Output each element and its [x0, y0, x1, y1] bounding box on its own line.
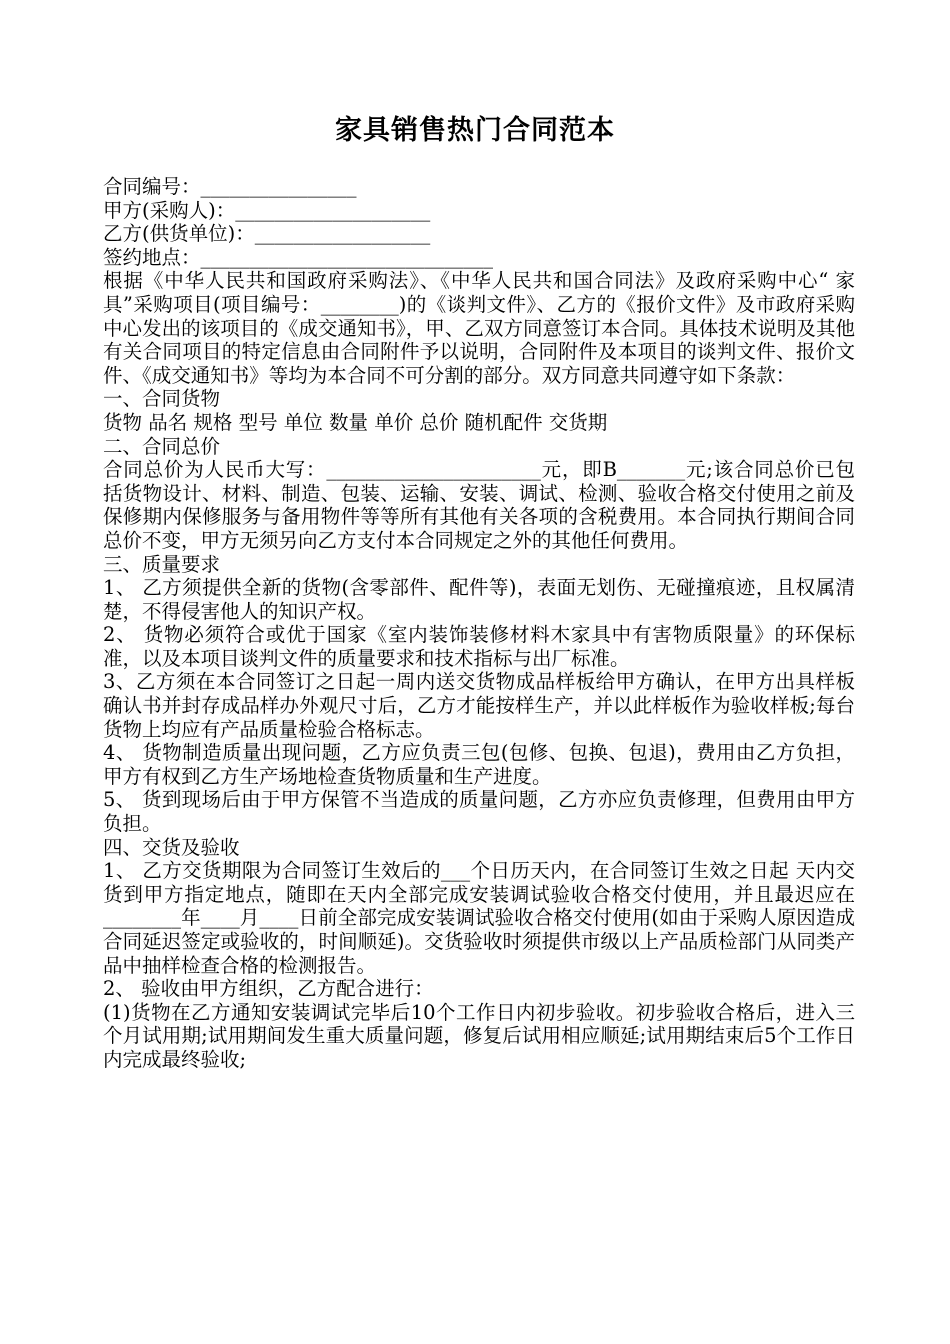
delivery-item: 1、 乙方交货期限为合同签订生效后的___个日历天内，在合同签订生效之日起 天内交货到甲方指定地点，随即在天内全部完成安装调试验收合格交付使用，并且最迟应在________年____月____日前全部完成安装调试验收合格交付使用(如由于采购人原因造成合同延迟签定或验收的，时间顺延)。交货验收时须提供市级以上产品质检部门从同类产品中抽样检查合格的检测报告。: [103, 859, 855, 977]
quality-item: 2、 货物必须符合或优于国家《室内装饰装修材料木家具中有害物质限量》的环保标准，以及本项目谈判文件的质量要求和技术指标与出厂标准。: [103, 623, 855, 670]
intro-paragraph: 根据《中华人民共和国政府采购法》、《中华人民共和国合同法》及政府采购中心“ 家具”采购项目(项目编号：________)的《谈判文件》、乙方的《报价文件》及市政府采购中心发出的该项目的《成交通知书》，甲、乙双方同意签订本合同。具体技术说明及其他有关合同项目的特定信息由合同附件予以说明，合同附件及本项目的谈判文件、报价文件、《成交通知书》等均为本合同不可分割的部分。双方同意共同遵守如下条款：: [103, 269, 855, 387]
section-heading-goods: 一、合同货物: [103, 387, 221, 411]
quality-item: 5、 货到现场后由于甲方保管不当造成的质量问题，乙方亦应负责修理，但费用由甲方负担。: [103, 788, 855, 836]
document-title: 家具销售热门合同范本: [335, 115, 615, 146]
delivery-item: 2、 验收由甲方组织，乙方配合进行：: [103, 977, 434, 1001]
quality-item: 1、 乙方须提供全新的货物(含零部件、配件等)，表面无划伤、无碰撞痕迹，且权属清楚，不得侵害他人的知识产权。: [103, 576, 855, 623]
delivery-item: (1)货物在乙方通知安装调试完毕后10个工作日内初步验收。初步验收合格后，进入三个月试用期;试用期间发生重大质量问题，修复后试用相应顺延;试用期结束后5个工作日内完成最终验收;: [103, 1000, 855, 1071]
price-paragraph: 合同总价为人民币大写：______________________元，即B_______元;该合同总价已包括货物设计、材料、制造、包装、运输、安装、调试、检测、验收合格交付使用之前及保修期内保修服务与备用物件等等所有其他有关各项的含税费用。本合同执行期间合同总价不变，甲方无须另向乙方支付本合同规定之外的其他任何费用。: [103, 458, 855, 552]
field-party-a: 甲方(采购人)：____________________: [103, 198, 431, 222]
field-signing-place: 签约地点：______________________________: [103, 245, 494, 269]
document-body: [103, 175, 855, 1072]
quality-item: 3、乙方须在本合同签订之日起一周内送交货物成品样板给甲方确认，在甲方出具样板确认书并封存成品样办外观尺寸后，乙方才能按样生产，并以此样板作为验收样板;每台货物上均应有产品质量检验合格标志。: [103, 670, 855, 741]
section-heading-price: 二、合同总价: [103, 434, 221, 458]
quality-item: 4、 货物制造质量出现问题，乙方应负责三包(包修、包换、包退)，费用由乙方负担，甲方有权到乙方生产场地检查货物质量和生产进度。: [103, 741, 855, 788]
field-party-b: 乙方(供货单位)：__________________: [103, 222, 431, 246]
section-heading-quality: 三、质量要求: [103, 552, 221, 576]
section-heading-delivery: 四、交货及验收: [103, 835, 240, 859]
goods-columns: 货物 品名 规格 型号 单位 数量 单价 总价 随机配件 交货期: [103, 410, 608, 434]
field-contract-no: 合同编号：________________: [103, 175, 357, 198]
